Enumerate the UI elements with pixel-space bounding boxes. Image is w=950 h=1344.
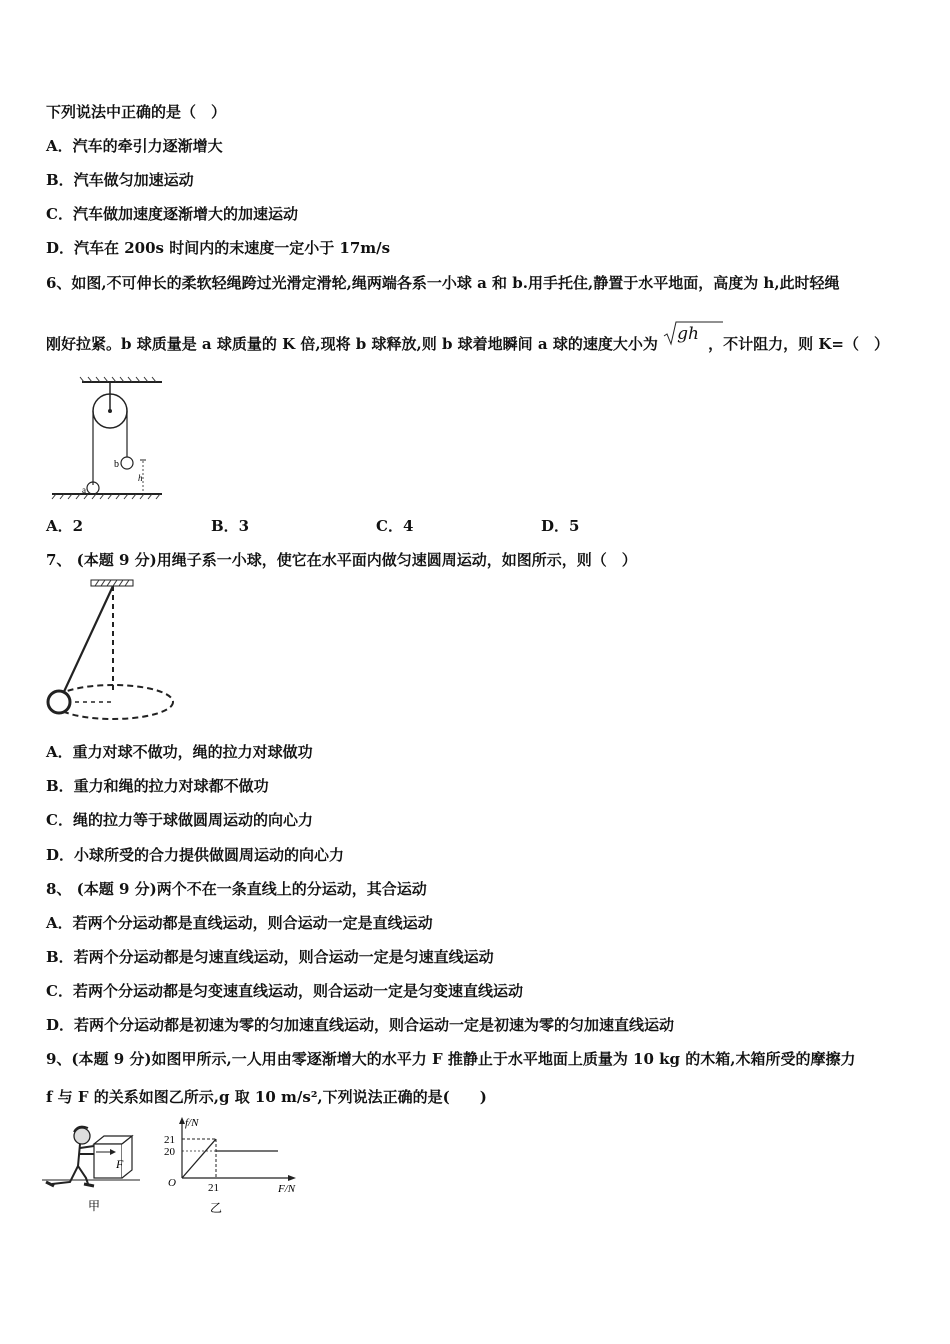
q8-option-d[interactable]: D．若两个分运动都是初速为零的匀加速直线运动，则合运动一定是初速为零的匀加速直线运动 xyxy=(46,1016,675,1034)
sqrt-expression xyxy=(663,324,703,344)
q8-stem: 8、 (本题 9 分)两个不在一条直线上的分运动，其合运动 xyxy=(46,880,427,898)
ball-b-label: b xyxy=(114,459,119,470)
figure-jia-caption: 甲 xyxy=(88,1199,101,1213)
q6-option-d[interactable]: D．5 xyxy=(541,517,580,535)
y-tick-21: 21 xyxy=(164,1134,175,1146)
y-tick-20: 20 xyxy=(164,1146,175,1158)
figure-yi-caption: 乙 xyxy=(210,1201,223,1215)
q7-option-b[interactable]: B．重力和绳的拉力对球都不做功 xyxy=(46,777,269,795)
q7-option-c[interactable]: C．绳的拉力等于球做圆周运动的向心力 xyxy=(46,811,313,829)
q9-stem-line2: f 与 F 的关系如图乙所示,g 取 10 m/s²,下列说法正确的是( ) xyxy=(46,1088,487,1106)
force-f-label: F xyxy=(116,1157,124,1171)
q7-option-d[interactable]: D．小球所受的合力提供做圆周运动的向心力 xyxy=(46,846,345,864)
q8-option-b[interactable]: B．若两个分运动都是匀速直线运动，则合运动一定是匀速直线运动 xyxy=(46,948,494,966)
q6-stem-after: ，不计阻力，则 K=（ ） xyxy=(708,335,889,353)
q8-option-a[interactable]: A．若两个分运动都是直线运动，则合运动一定是直线运动 xyxy=(46,914,433,932)
q9-figure-jia xyxy=(40,1122,150,1222)
q5-option-a[interactable]: A．汽车的牵引力逐渐增大 xyxy=(46,137,223,155)
q7-stem: 7、 (本题 9 分)用绳子系一小球，使它在水平面内做匀速圆周运动，如图所示，则（ ） xyxy=(46,551,637,569)
q8-option-c[interactable]: C．若两个分运动都是匀变速直线运动，则合运动一定是匀变速直线运动 xyxy=(46,982,523,1000)
q6-stem-line1: 6、如图,不可伸长的柔软轻绳跨过光滑定滑轮,绳两端各系一小球 a 和 b.用手托住,静置于水平地面，高度为 h,此时轻绳 xyxy=(46,274,840,292)
q6-stem-line2 xyxy=(46,324,889,354)
y-axis-label: f/N xyxy=(185,1117,199,1129)
q7-option-a[interactable]: A．重力对球不做功，绳的拉力对球做功 xyxy=(46,743,313,761)
q6-option-a[interactable]: A．2 xyxy=(46,517,84,535)
q5-option-d[interactable]: D．汽车在 200s 时间内的末速度一定小于 17m/s xyxy=(46,239,391,257)
q6-option-b[interactable]: B．3 xyxy=(211,517,250,535)
height-label: h xyxy=(138,473,143,483)
x-axis-label: F/N xyxy=(278,1183,296,1195)
q5-option-c[interactable]: C．汽车做加速度逐渐增大的加速运动 xyxy=(46,205,298,223)
sqrt-sign-icon xyxy=(663,322,677,346)
q6-stem-before: 刚好拉紧。b 球质量是 a 球质量的 K 倍,现将 b 球释放,则 b 球着地瞬间 a 球的速度大小为 xyxy=(46,335,658,353)
q7-conical-pendulum-figure xyxy=(45,578,185,723)
q5-option-b[interactable]: B．汽车做匀加速运动 xyxy=(46,171,194,189)
ball-a-label: a xyxy=(82,485,86,495)
origin-label: O xyxy=(168,1177,176,1189)
q5-stem-tail: 下列说法中正确的是（ ） xyxy=(46,103,227,121)
q6-option-c[interactable]: C．4 xyxy=(376,517,414,535)
q9-figure-yi xyxy=(160,1116,310,1216)
q6-pulley-figure xyxy=(50,375,180,500)
sqrt-radicand: gh xyxy=(677,324,699,344)
q9-stem-line1: 9、(本题 9 分)如图甲所示,一人用由零逐渐增大的水平力 F 推静止于水平地面上质量为 10 kg 的木箱,木箱所受的摩擦力 xyxy=(46,1050,856,1068)
x-tick-21: 21 xyxy=(208,1182,219,1194)
